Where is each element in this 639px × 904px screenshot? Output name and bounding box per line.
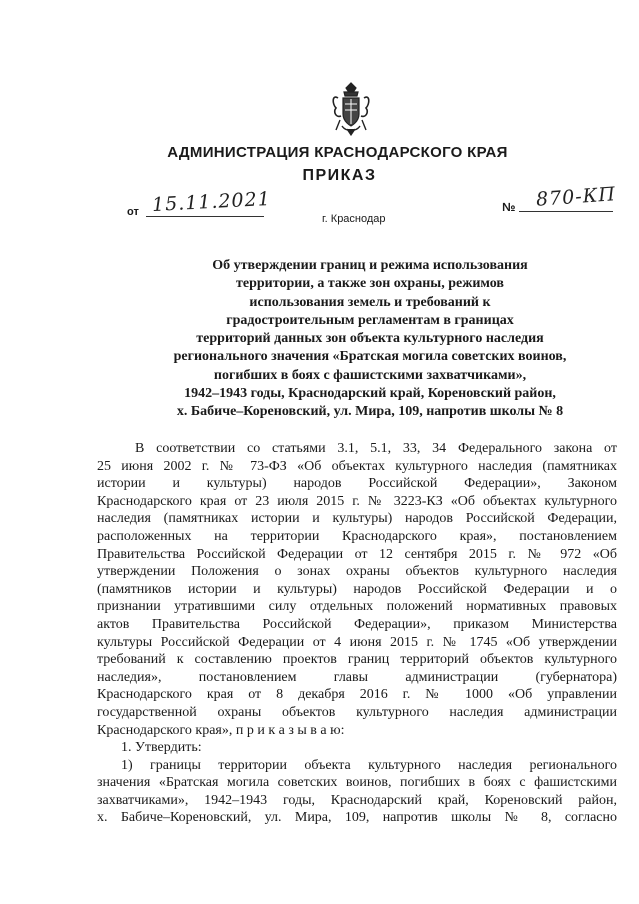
date-label: от bbox=[127, 206, 139, 218]
body-line: утверждении Положения о зонах охраны объектов культурного наследия bbox=[97, 564, 617, 580]
body-line: Краснодарского края от 23 июля 2015 г. № 3223-КЗ «Об объектах культурного bbox=[97, 493, 617, 509]
body-line: (памятников истории и культуры) народов Российской Федерации и о bbox=[97, 581, 617, 597]
body-line: Краснодарского края», п р и к а з ы в а ю: bbox=[97, 722, 345, 738]
body-line: признании утратившими силу отдельных положений нормативных правовых bbox=[97, 599, 617, 615]
body-line: захватчиками», 1942–1943 годы, Краснодарский край, Кореновский район, bbox=[97, 792, 617, 808]
title-line: погибших в боях с фашистскими захватчиками», bbox=[213, 367, 527, 383]
number-label: № bbox=[502, 200, 516, 214]
document-type: ПРИКАЗ bbox=[302, 167, 377, 184]
title-line: х. Бабиче–Кореновский, ул. Мира, 109, напротив школы № 8 bbox=[176, 404, 564, 420]
body-line: наследия», постановлением главы администрации (губернатора) bbox=[97, 669, 617, 685]
title-line: использования земель и требований к bbox=[249, 294, 491, 310]
number-underline bbox=[519, 211, 613, 212]
body-line: 1) границы территории объекта культурного наследия регионального bbox=[121, 757, 617, 773]
body-line: требований к составлению проектов границ территорий объектов культурного bbox=[97, 652, 617, 668]
body-line: расположенных на территории Краснодарского края», постановлением bbox=[97, 528, 617, 544]
order-title bbox=[130, 257, 610, 422]
title-line: территорий данных зон объекта культурного наследия bbox=[196, 331, 544, 347]
krasnodar-coat-of-arms-icon bbox=[330, 82, 372, 136]
organization-name: АДМИНИСТРАЦИЯ КРАСНОДАРСКОГО КРАЯ bbox=[167, 144, 508, 161]
order-body bbox=[97, 440, 617, 827]
title-line: 1942–1943 годы, Краснодарский край, Кореновский район, bbox=[184, 386, 556, 402]
number-handwritten: 870-КП bbox=[535, 183, 617, 211]
body-line: наследия (памятниках истории и культуры) народов Российской Федерации, bbox=[97, 511, 617, 527]
title-line: регионального значения «Братская могила советских воинов, bbox=[173, 349, 567, 365]
body-line: государственной охраны объектов культурного наследия администрации bbox=[97, 704, 617, 720]
title-line: территории, а также зон охраны, режимов bbox=[236, 276, 504, 292]
body-line: В соответствии со статьями 3.1, 5.1, 33, 34 Федерального закона от bbox=[135, 441, 617, 456]
body-line: х. Бабиче–Кореновский, ул. Мира, 109, напротив школы № 8, согласно bbox=[97, 810, 617, 826]
body-line: культуры Российской Федерации от 4 июня 2015 г. № 1745 «Об утверждении bbox=[97, 634, 617, 650]
date-underline bbox=[146, 216, 264, 217]
body-line: 25 июня 2002 г. № 73-ФЗ «Об объектах культурного наследия (памятниках bbox=[97, 458, 617, 474]
title-line: градостроительным регламентам в границах bbox=[226, 312, 514, 328]
body-line: Правительства Российской Федерации от 12 сентября 2015 г. № 972 «Об bbox=[97, 546, 617, 562]
city-name: г. Краснодар bbox=[322, 213, 386, 225]
body-line: 1. Утвердить: bbox=[121, 740, 202, 756]
body-line: значения «Братская могила советских воинов, погибших в боях с фашистскими bbox=[97, 775, 617, 791]
body-line: Краснодарского края от 8 декабря 2016 г. № 1000 «Об управлении bbox=[97, 687, 617, 703]
title-line: Об утверждении границ и режима использования bbox=[212, 258, 528, 273]
date-handwritten: 15.11.2021 bbox=[151, 187, 272, 217]
body-line: истории и культуры) народов Российской Федерации», Законом bbox=[97, 476, 617, 492]
body-line: актов Правительства Российской Федерации», приказом Министерства bbox=[97, 616, 617, 632]
